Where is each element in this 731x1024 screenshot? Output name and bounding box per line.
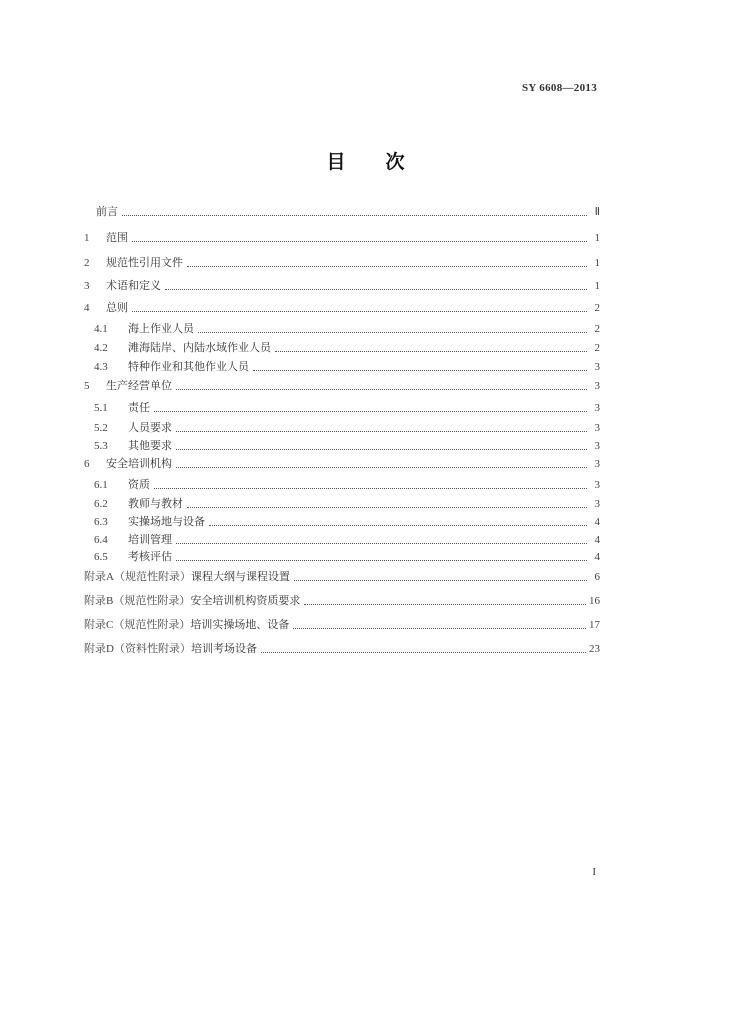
toc-entry-label: 生产经营单位 bbox=[106, 379, 172, 392]
toc-entry[interactable] bbox=[84, 495, 600, 511]
toc-leader-dots bbox=[176, 542, 587, 544]
toc-leader-dots bbox=[132, 310, 587, 312]
toc-entry-number: 4.1 bbox=[94, 323, 108, 335]
toc-entry[interactable] bbox=[84, 592, 600, 608]
toc-entry-number: 附录A（规范性附录） bbox=[84, 571, 191, 583]
toc-leader-dots bbox=[261, 651, 586, 653]
toc-entry-page: 2 bbox=[594, 323, 600, 335]
toc-leader-dots bbox=[304, 603, 586, 605]
toc-entry-label: 培训考场设备 bbox=[190, 642, 257, 655]
toc-entry-page: 2 bbox=[594, 302, 600, 314]
page-title bbox=[0, 147, 731, 174]
toc-entry-page: 3 bbox=[594, 458, 600, 470]
toc-entry[interactable] bbox=[84, 616, 600, 632]
toc-leader-dots bbox=[187, 506, 587, 508]
toc-entry-label: 培训实操场地、设备 bbox=[190, 618, 290, 631]
toc-entry[interactable] bbox=[84, 455, 600, 471]
toc-entry[interactable] bbox=[84, 229, 600, 245]
toc-entry-number: 5 bbox=[84, 380, 90, 392]
toc-entry[interactable] bbox=[84, 437, 600, 453]
toc-leader-dots bbox=[187, 265, 587, 267]
toc-entry-page: 3 bbox=[594, 361, 600, 373]
toc-entry-number: 3 bbox=[84, 280, 90, 292]
toc-entry-label: 人员要求 bbox=[128, 421, 172, 434]
toc-entry[interactable] bbox=[84, 399, 600, 415]
toc-entry-number: 6.2 bbox=[94, 498, 108, 510]
toc-entry[interactable] bbox=[84, 548, 600, 564]
toc-entry-label: 特种作业和其他作业人员 bbox=[128, 360, 249, 373]
toc-leader-dots bbox=[293, 627, 586, 629]
toc-entry-page: 1 bbox=[594, 232, 600, 244]
toc-entry-page: 3 bbox=[594, 380, 600, 392]
toc-leader-dots bbox=[253, 369, 587, 371]
toc-entry-label: 安全培训机构 bbox=[106, 457, 172, 470]
toc-entry-page: 16 bbox=[589, 595, 600, 607]
toc-entry-number: 6.4 bbox=[94, 534, 108, 546]
toc-leader-dots bbox=[209, 524, 587, 526]
toc-entry-label: 资质 bbox=[128, 478, 150, 491]
toc-entry-label: 规范性引用文件 bbox=[106, 256, 183, 269]
toc-entry-page: 2 bbox=[594, 342, 600, 354]
toc-entry[interactable] bbox=[84, 254, 600, 270]
toc-entry-page: 4 bbox=[594, 534, 600, 546]
toc-entry-number: 附录B（规范性附录） bbox=[84, 595, 191, 607]
toc-leader-dots bbox=[176, 466, 587, 468]
toc-entry-label: 前言 bbox=[96, 205, 118, 218]
toc-entry-page: 3 bbox=[594, 479, 600, 491]
toc-entry-label: 安全培训机构资质要求 bbox=[190, 594, 301, 607]
toc-leader-dots bbox=[154, 410, 587, 412]
toc-entry-number: 5.3 bbox=[94, 440, 108, 452]
toc-entry[interactable] bbox=[84, 358, 600, 374]
toc-entry-label: 范围 bbox=[106, 231, 128, 244]
toc-entry-label: 术语和定义 bbox=[106, 279, 161, 292]
toc-leader-dots bbox=[122, 214, 587, 216]
toc-entry-number: 4.2 bbox=[94, 342, 108, 354]
toc-entry-page: 6 bbox=[594, 571, 600, 583]
toc-entry-label: 滩海陆岸、内陆水域作业人员 bbox=[128, 341, 271, 354]
toc-leader-dots bbox=[176, 430, 587, 432]
toc-entry-number: 5.2 bbox=[94, 422, 108, 434]
title-char-2: 次 bbox=[385, 151, 405, 173]
toc-leader-dots bbox=[176, 388, 587, 390]
toc-entry-page: 17 bbox=[589, 619, 600, 631]
toc-entry-label: 实操场地与设备 bbox=[128, 515, 205, 528]
page-number: I bbox=[592, 866, 596, 878]
toc-entry-page: 3 bbox=[594, 422, 600, 434]
toc-entry[interactable] bbox=[84, 419, 600, 435]
toc-entry-label: 教师与教材 bbox=[128, 497, 183, 510]
toc-entry-number: 附录C（规范性附录） bbox=[84, 619, 191, 631]
toc-entry-label: 总则 bbox=[106, 301, 128, 314]
toc-entry-number: 6.1 bbox=[94, 479, 108, 491]
toc-entry[interactable] bbox=[84, 531, 600, 547]
toc-entry-page: 23 bbox=[589, 643, 600, 655]
toc-entry-number: 6 bbox=[84, 458, 90, 470]
toc-entry-page: 3 bbox=[594, 402, 600, 414]
toc-entry-label: 培训管理 bbox=[128, 533, 172, 546]
toc-leader-dots bbox=[132, 240, 587, 242]
toc-entry[interactable] bbox=[84, 277, 600, 293]
title-char-1: 目 bbox=[326, 151, 346, 173]
toc-entry-number: 5.1 bbox=[94, 402, 108, 414]
toc-entry-number: 附录D（资料性附录） bbox=[84, 643, 191, 655]
toc-entry[interactable] bbox=[84, 513, 600, 529]
toc-entry[interactable] bbox=[84, 640, 600, 656]
toc-leader-dots bbox=[176, 448, 587, 450]
toc-entry[interactable] bbox=[84, 476, 600, 492]
toc-leader-dots bbox=[275, 350, 587, 352]
toc-entry-page: 4 bbox=[594, 551, 600, 563]
toc-entry-number: 4 bbox=[84, 302, 90, 314]
toc-entry-number: 6.5 bbox=[94, 551, 108, 563]
toc-entry[interactable] bbox=[84, 320, 600, 336]
toc-entry-label: 责任 bbox=[128, 401, 150, 414]
toc-entry-number: 2 bbox=[84, 257, 90, 269]
toc-entry[interactable] bbox=[84, 299, 600, 315]
toc-entry-page: 3 bbox=[594, 440, 600, 452]
toc-leader-dots bbox=[154, 487, 587, 489]
toc-entry-label: 海上作业人员 bbox=[128, 322, 194, 335]
toc-entry-page: 1 bbox=[594, 280, 600, 292]
toc-entry-label: 考核评估 bbox=[128, 550, 172, 563]
toc-entry-label: 其他要求 bbox=[128, 439, 172, 452]
toc-entry-number: 1 bbox=[84, 232, 90, 244]
toc-leader-dots bbox=[198, 331, 587, 333]
toc-entry[interactable] bbox=[84, 339, 600, 355]
toc-entry[interactable] bbox=[84, 568, 600, 584]
toc-leader-dots bbox=[165, 288, 587, 290]
toc-entry-page: 1 bbox=[594, 257, 600, 269]
toc-leader-dots bbox=[176, 559, 587, 561]
toc-entry-page: Ⅱ bbox=[594, 206, 600, 218]
document-code: SY 6608—2013 bbox=[521, 82, 597, 94]
toc-entry-page: 3 bbox=[594, 498, 600, 510]
toc-entry-label: 课程大纲与课程设置 bbox=[190, 570, 290, 583]
toc-leader-dots bbox=[294, 579, 587, 581]
toc-entry[interactable] bbox=[84, 203, 600, 219]
toc-entry[interactable] bbox=[84, 377, 600, 393]
toc-entry-page: 4 bbox=[594, 516, 600, 528]
toc-entry-number: 6.3 bbox=[94, 516, 108, 528]
toc-entry-number: 4.3 bbox=[94, 361, 108, 373]
